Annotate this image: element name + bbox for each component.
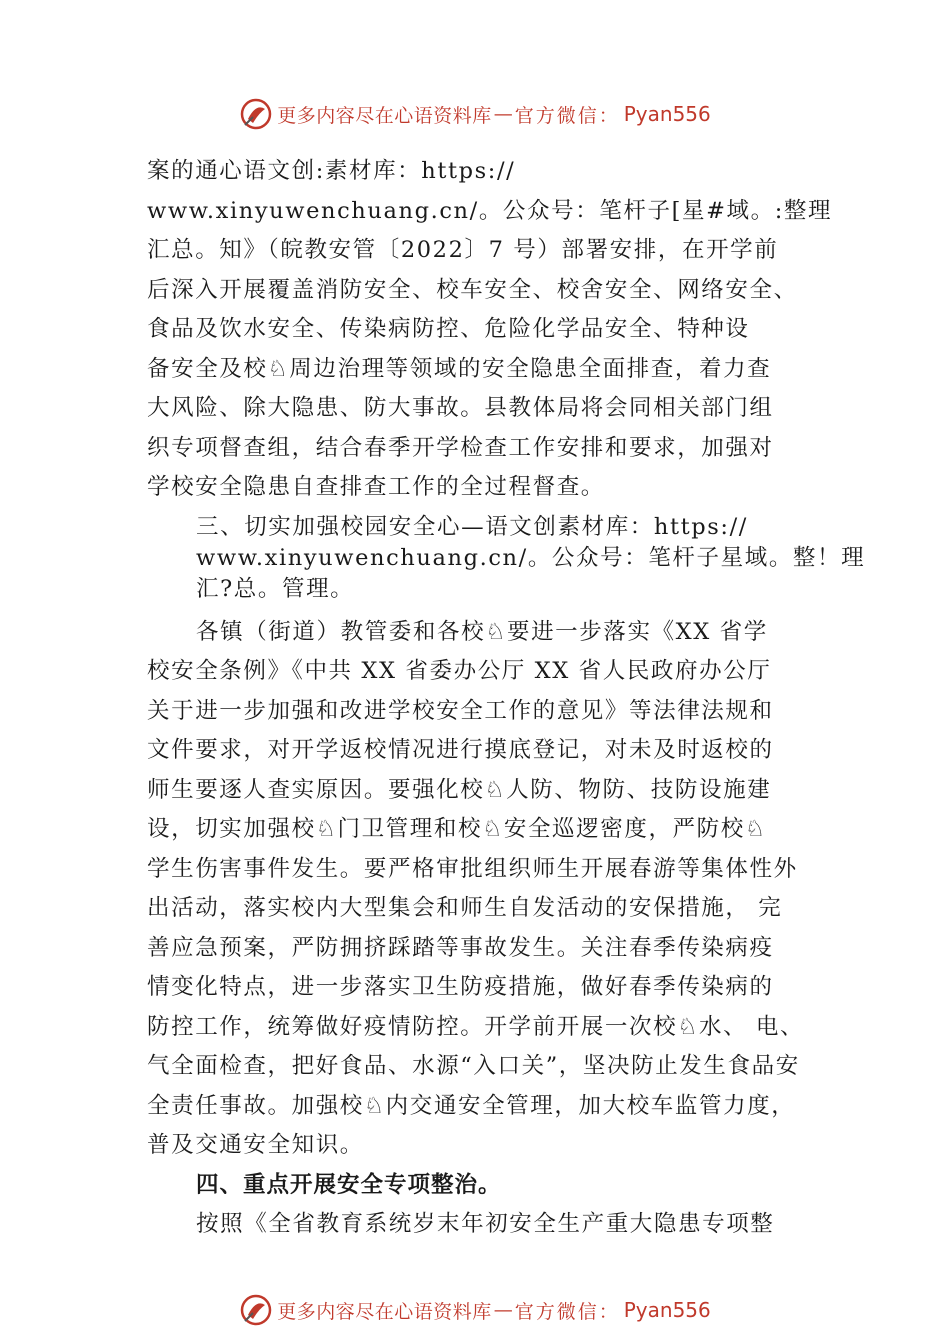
banner-account: Pyan556 — [623, 102, 711, 126]
text-line: 学生伤害事件发生。要严格审批组织师生开展春游等集体性外 — [147, 855, 798, 882]
section-3-heading-line: 三、切实加强校园安全心—语文创素材库：https:// — [196, 513, 748, 540]
banner-title: 更多内容尽在心语资料库 — [277, 104, 492, 127]
banner-dash: — — [493, 1299, 513, 1321]
header-banner — [0, 94, 950, 134]
text-line: 师生要逐人查实原因。要强化校♘人防、物防、技防设施建 — [147, 776, 772, 803]
banner-label: 官方微信： — [514, 1300, 620, 1323]
footer-banner — [0, 1290, 950, 1330]
text-line: 后深入开展覆盖消防安全、校车安全、校舍安全、网络安全、 — [147, 276, 798, 303]
text-line: 备安全及校♘周边治理等领域的安全隐患全面排查，着力查 — [147, 355, 772, 382]
document-body — [147, 152, 866, 1245]
text-line: www.xinyuwenchuang.cn/。公众号：笔杆子[星#域。:整理 — [147, 197, 833, 224]
text-line: 织专项督查组，结合春季开学检查工作安排和要求，加强对 — [147, 434, 774, 461]
text-line: 案的通心语文创:素材库：https:// — [147, 158, 516, 184]
text-line: 按照《全省教育系统岁末年初安全生产重大隐患专项整 — [196, 1211, 775, 1237]
text-line: 汇总。知》（皖教安管〔2022〕7 号）部署安排，在开学前 — [147, 237, 779, 263]
text-line: 全责任事故。加强校♘内交通安全管理，加大校车监管力度， — [147, 1092, 796, 1119]
text-line: 气全面检查，把好食品、水源“入口关”，坚决防止发生食品安 — [147, 1053, 800, 1079]
section-3-heading-line: 汇?总。管理。 — [196, 575, 355, 602]
text-line: 设，切实加强校♘门卫管理和校♘安全巡逻密度，严防校♘ — [147, 816, 767, 842]
text-line: 食品及饮水安全、传染病防控、危险化学品安全、特种设 — [147, 316, 750, 342]
banner-label: 官方微信： — [514, 104, 620, 127]
banner-dash: — — [493, 103, 513, 125]
text-line: 情变化特点，进一步落实卫生防疫措施，做好春季传染病的 — [147, 974, 774, 1000]
brand-logo-icon — [239, 1293, 273, 1327]
text-line: 防控工作，统筹做好疫情防控。开学前开展一次校♘水、 电、 — [147, 1013, 805, 1040]
text-line: 善应急预案，严防拥挤踩踏等事故发生。关注春季传染病疫 — [147, 934, 774, 961]
text-line: 校安全条例》《中共 XX 省委办公厅 XX 省人民政府办公厅 — [147, 658, 772, 684]
text-line: 大风险、除大隐患、防大事故。县教体局将会同相关部门组 — [147, 395, 774, 421]
section-3-heading-line: www.xinyuwenchuang.cn/。公众号：笔杆子星域。整！理 — [196, 544, 866, 571]
text-line: 普及交通安全知识。 — [147, 1132, 364, 1158]
banner-account: Pyan556 — [623, 1298, 711, 1322]
text-line: 出活动，落实校内大型集会和师生自发活动的安保措施， 完 — [147, 895, 783, 921]
text-line: 关于进一步加强和改进学校安全工作的意见》等法律法规和 — [147, 697, 774, 724]
banner-title: 更多内容尽在心语资料库 — [277, 1300, 492, 1323]
section-4-heading: 四、重点开展安全专项整治。 — [196, 1171, 502, 1198]
text-line: 文件要求，对开学返校情况进行摸底登记，对未及时返校的 — [147, 737, 774, 763]
text-line: 学校安全隐患自查排查工作的全过程督查。 — [147, 474, 605, 500]
text-line: 各镇（街道）教管委和各校♘要进一步落实《XX 省学 — [196, 618, 768, 645]
brand-logo-icon — [239, 97, 273, 131]
